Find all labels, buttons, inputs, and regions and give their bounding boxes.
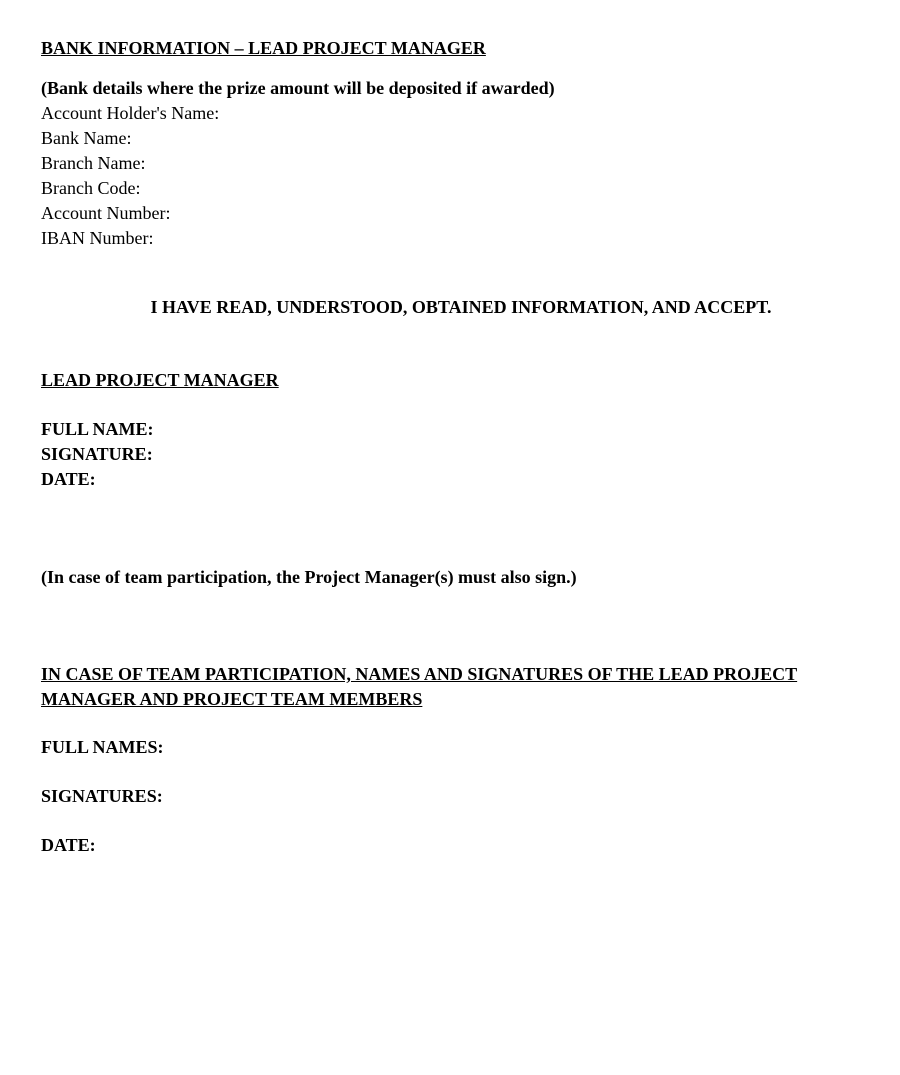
bank-information-heading: BANK INFORMATION – LEAD PROJECT MANAGER bbox=[41, 38, 486, 58]
team-fields bbox=[41, 735, 164, 882]
signature-label: SIGNATURE: bbox=[41, 444, 153, 464]
branch-code-label: Branch Code: bbox=[41, 178, 141, 198]
iban-number-label: IBAN Number: bbox=[41, 228, 154, 248]
bank-name-label: Bank Name: bbox=[41, 128, 132, 148]
date-label: DATE: bbox=[41, 469, 96, 489]
account-holder-name-label: Account Holder's Name: bbox=[41, 103, 220, 123]
team-participation-note: (In case of team participation, the Project Manager(s) must also sign.) bbox=[41, 567, 577, 587]
full-name-label: FULL NAME: bbox=[41, 419, 154, 439]
lead-project-manager-heading: LEAD PROJECT MANAGER bbox=[41, 370, 279, 390]
team-date-label: DATE: bbox=[41, 835, 96, 855]
lead-project-manager-fields bbox=[41, 417, 154, 492]
branch-name-label: Branch Name: bbox=[41, 153, 146, 173]
bank-information-section bbox=[41, 36, 881, 251]
full-names-label: FULL NAMES: bbox=[41, 737, 164, 757]
account-number-label: Account Number: bbox=[41, 203, 171, 223]
bank-details-note: (Bank details where the prize amount will be deposited if awarded) bbox=[41, 78, 555, 98]
signatures-label: SIGNATURES: bbox=[41, 786, 163, 806]
document-content bbox=[41, 36, 881, 855]
acceptance-declaration: I HAVE READ, UNDERSTOOD, OBTAINED INFORMATION, AND ACCEPT. bbox=[150, 297, 772, 317]
team-participation-heading: IN CASE OF TEAM PARTICIPATION, NAMES AND SIGNATURES OF THE LEAD PROJECT MANAGER AND PROJECT TEAM MEMBERS bbox=[41, 664, 798, 709]
